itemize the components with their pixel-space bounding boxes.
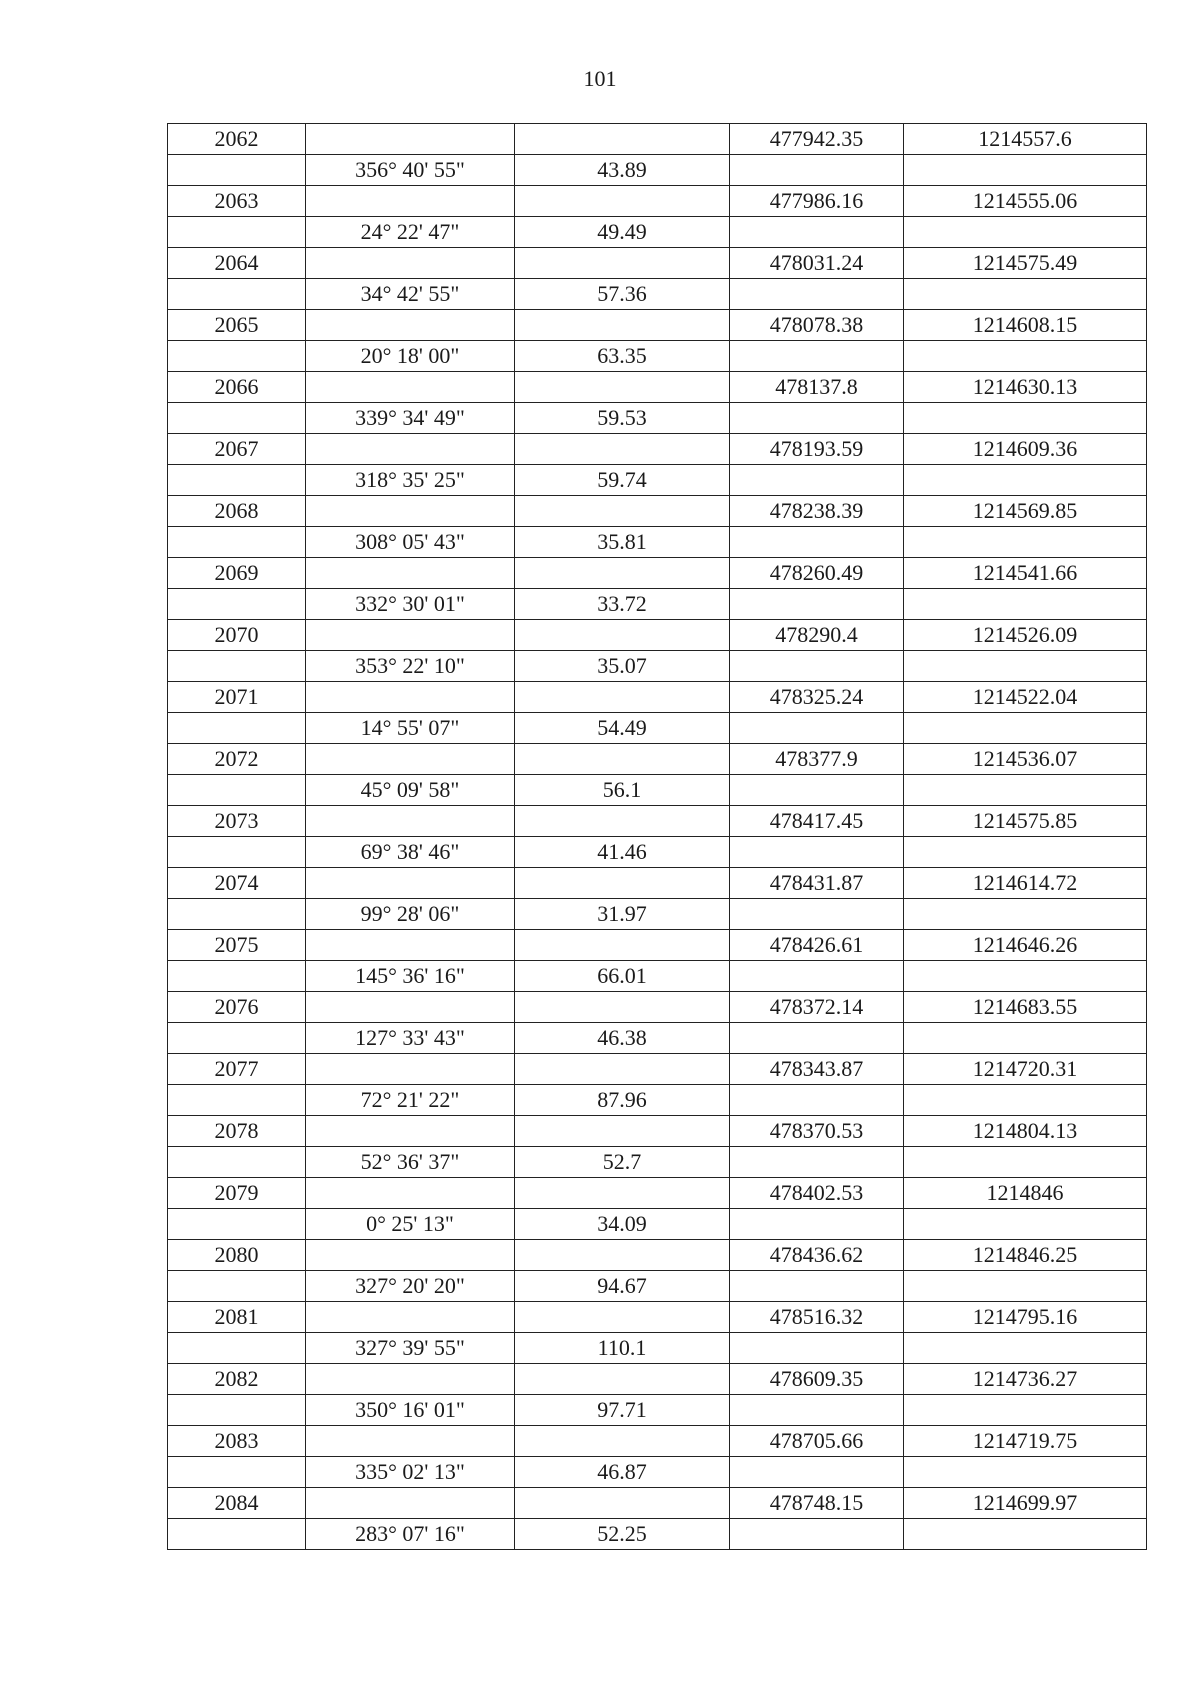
distance-cell: [515, 558, 730, 589]
distance-cell: [515, 372, 730, 403]
table-row: [168, 1023, 1147, 1054]
x-coordinate-cell: [730, 1519, 904, 1550]
point-id-cell: 2076: [168, 992, 306, 1023]
table-row: [168, 992, 1147, 1023]
bearing-cell: 34° 42' 55": [306, 279, 515, 310]
distance-cell: 33.72: [515, 589, 730, 620]
distance-cell: 94.67: [515, 1271, 730, 1302]
y-coordinate-cell: 1214846.25: [904, 1240, 1147, 1271]
bearing-cell: [306, 744, 515, 775]
table-row: [168, 806, 1147, 837]
x-coordinate-cell: [730, 403, 904, 434]
distance-cell: [515, 1240, 730, 1271]
bearing-cell: 24° 22' 47": [306, 217, 515, 248]
y-coordinate-cell: [904, 589, 1147, 620]
bearing-cell: 318° 35' 25": [306, 465, 515, 496]
x-coordinate-cell: 478078.38: [730, 310, 904, 341]
table-row: [168, 682, 1147, 713]
x-coordinate-cell: 477986.16: [730, 186, 904, 217]
table-row: [168, 899, 1147, 930]
x-coordinate-cell: 478609.35: [730, 1364, 904, 1395]
bearing-cell: [306, 682, 515, 713]
bearing-cell: [306, 620, 515, 651]
point-id-cell: 2075: [168, 930, 306, 961]
distance-cell: 110.1: [515, 1333, 730, 1364]
distance-cell: [515, 868, 730, 899]
table-row: [168, 434, 1147, 465]
table-row: [168, 248, 1147, 279]
point-id-cell: [168, 1457, 306, 1488]
table-row: [168, 186, 1147, 217]
table-row: [168, 1426, 1147, 1457]
distance-cell: [515, 186, 730, 217]
table-row: [168, 1395, 1147, 1426]
table-row: [168, 1147, 1147, 1178]
table-row: [168, 341, 1147, 372]
table-row: [168, 279, 1147, 310]
x-coordinate-cell: [730, 899, 904, 930]
bearing-cell: [306, 930, 515, 961]
point-id-cell: 2077: [168, 1054, 306, 1085]
table-row: [168, 713, 1147, 744]
table-row: [168, 1178, 1147, 1209]
point-id-cell: 2071: [168, 682, 306, 713]
bearing-cell: 308° 05' 43": [306, 527, 515, 558]
bearing-cell: [306, 310, 515, 341]
x-coordinate-cell: 478137.8: [730, 372, 904, 403]
distance-cell: [515, 992, 730, 1023]
point-id-cell: 2082: [168, 1364, 306, 1395]
point-id-cell: 2067: [168, 434, 306, 465]
y-coordinate-cell: [904, 713, 1147, 744]
bearing-cell: 283° 07' 16": [306, 1519, 515, 1550]
x-coordinate-cell: 478372.14: [730, 992, 904, 1023]
bearing-cell: [306, 1178, 515, 1209]
y-coordinate-cell: [904, 341, 1147, 372]
x-coordinate-cell: [730, 1209, 904, 1240]
y-coordinate-cell: 1214541.66: [904, 558, 1147, 589]
point-id-cell: 2065: [168, 310, 306, 341]
y-coordinate-cell: 1214575.85: [904, 806, 1147, 837]
point-id-cell: 2072: [168, 744, 306, 775]
point-id-cell: 2062: [168, 124, 306, 155]
distance-cell: 63.35: [515, 341, 730, 372]
bearing-cell: [306, 558, 515, 589]
point-id-cell: [168, 837, 306, 868]
bearing-cell: [306, 868, 515, 899]
point-id-cell: [168, 1147, 306, 1178]
table-row: [168, 651, 1147, 682]
bearing-cell: 20° 18' 00": [306, 341, 515, 372]
y-coordinate-cell: 1214557.6: [904, 124, 1147, 155]
point-id-cell: 2069: [168, 558, 306, 589]
distance-cell: 35.81: [515, 527, 730, 558]
y-coordinate-cell: [904, 899, 1147, 930]
distance-cell: [515, 248, 730, 279]
distance-cell: 59.53: [515, 403, 730, 434]
point-id-cell: [168, 465, 306, 496]
distance-cell: [515, 1302, 730, 1333]
point-id-cell: [168, 1271, 306, 1302]
y-coordinate-cell: [904, 1457, 1147, 1488]
x-coordinate-cell: [730, 1147, 904, 1178]
table-row: [168, 372, 1147, 403]
y-coordinate-cell: 1214630.13: [904, 372, 1147, 403]
y-coordinate-cell: [904, 961, 1147, 992]
bearing-cell: [306, 1426, 515, 1457]
point-id-cell: 2081: [168, 1302, 306, 1333]
y-coordinate-cell: 1214608.15: [904, 310, 1147, 341]
y-coordinate-cell: 1214536.07: [904, 744, 1147, 775]
y-coordinate-cell: [904, 217, 1147, 248]
table-row: [168, 1240, 1147, 1271]
distance-cell: 56.1: [515, 775, 730, 806]
distance-cell: 87.96: [515, 1085, 730, 1116]
distance-cell: [515, 806, 730, 837]
x-coordinate-cell: [730, 837, 904, 868]
bearing-cell: [306, 496, 515, 527]
page-number: 101: [583, 66, 617, 91]
point-id-cell: [168, 961, 306, 992]
x-coordinate-cell: [730, 465, 904, 496]
y-coordinate-cell: 1214719.75: [904, 1426, 1147, 1457]
distance-cell: 34.09: [515, 1209, 730, 1240]
bearing-cell: 99° 28' 06": [306, 899, 515, 930]
table-row: [168, 558, 1147, 589]
bearing-cell: [306, 806, 515, 837]
y-coordinate-cell: 1214846: [904, 1178, 1147, 1209]
table-row: [168, 403, 1147, 434]
y-coordinate-cell: [904, 527, 1147, 558]
x-coordinate-cell: 478325.24: [730, 682, 904, 713]
distance-cell: [515, 1116, 730, 1147]
x-coordinate-cell: [730, 279, 904, 310]
table-row: [168, 961, 1147, 992]
table-row: [168, 1271, 1147, 1302]
x-coordinate-cell: 478370.53: [730, 1116, 904, 1147]
point-id-cell: [168, 1023, 306, 1054]
point-id-cell: [168, 279, 306, 310]
x-coordinate-cell: [730, 1457, 904, 1488]
x-coordinate-cell: 478436.62: [730, 1240, 904, 1271]
y-coordinate-cell: 1214522.04: [904, 682, 1147, 713]
y-coordinate-cell: [904, 1333, 1147, 1364]
bearing-cell: [306, 1054, 515, 1085]
table-row: [168, 1488, 1147, 1519]
y-coordinate-cell: [904, 1023, 1147, 1054]
point-id-cell: 2084: [168, 1488, 306, 1519]
distance-cell: [515, 434, 730, 465]
y-coordinate-cell: 1214795.16: [904, 1302, 1147, 1333]
y-coordinate-cell: [904, 1147, 1147, 1178]
y-coordinate-cell: 1214609.36: [904, 434, 1147, 465]
x-coordinate-cell: 478031.24: [730, 248, 904, 279]
point-id-cell: [168, 527, 306, 558]
table-body: [168, 124, 1147, 1550]
point-id-cell: [168, 1333, 306, 1364]
table-row: [168, 1209, 1147, 1240]
point-id-cell: [168, 217, 306, 248]
x-coordinate-cell: 478705.66: [730, 1426, 904, 1457]
y-coordinate-cell: [904, 775, 1147, 806]
x-coordinate-cell: [730, 341, 904, 372]
distance-cell: [515, 1488, 730, 1519]
x-coordinate-cell: 478516.32: [730, 1302, 904, 1333]
point-id-cell: [168, 1395, 306, 1426]
x-coordinate-cell: 478748.15: [730, 1488, 904, 1519]
table-row: [168, 744, 1147, 775]
distance-cell: 35.07: [515, 651, 730, 682]
table-row: [168, 465, 1147, 496]
y-coordinate-cell: 1214526.09: [904, 620, 1147, 651]
point-id-cell: 2074: [168, 868, 306, 899]
bearing-cell: [306, 124, 515, 155]
bearing-cell: 45° 09' 58": [306, 775, 515, 806]
distance-cell: [515, 1426, 730, 1457]
bearing-cell: 339° 34' 49": [306, 403, 515, 434]
x-coordinate-cell: [730, 775, 904, 806]
x-coordinate-cell: [730, 651, 904, 682]
y-coordinate-cell: 1214736.27: [904, 1364, 1147, 1395]
point-id-cell: 2068: [168, 496, 306, 527]
distance-cell: 52.7: [515, 1147, 730, 1178]
table-row: [168, 775, 1147, 806]
distance-cell: [515, 1364, 730, 1395]
y-coordinate-cell: [904, 1085, 1147, 1116]
distance-cell: 46.87: [515, 1457, 730, 1488]
x-coordinate-cell: [730, 217, 904, 248]
point-id-cell: [168, 899, 306, 930]
table-row: [168, 1519, 1147, 1550]
bearing-cell: 145° 36' 16": [306, 961, 515, 992]
y-coordinate-cell: [904, 465, 1147, 496]
bearing-cell: 335° 02' 13": [306, 1457, 515, 1488]
y-coordinate-cell: 1214804.13: [904, 1116, 1147, 1147]
point-id-cell: [168, 651, 306, 682]
y-coordinate-cell: [904, 1271, 1147, 1302]
bearing-cell: 14° 55' 07": [306, 713, 515, 744]
bearing-cell: [306, 1488, 515, 1519]
bearing-cell: 356° 40' 55": [306, 155, 515, 186]
x-coordinate-cell: 478431.87: [730, 868, 904, 899]
bearing-cell: [306, 992, 515, 1023]
point-id-cell: [168, 1519, 306, 1550]
table-row: [168, 837, 1147, 868]
table-row: [168, 930, 1147, 961]
bearing-cell: 69° 38' 46": [306, 837, 515, 868]
bearing-cell: 0° 25' 13": [306, 1209, 515, 1240]
point-id-cell: 2080: [168, 1240, 306, 1271]
point-id-cell: [168, 1085, 306, 1116]
x-coordinate-cell: 478290.4: [730, 620, 904, 651]
x-coordinate-cell: [730, 1333, 904, 1364]
bearing-cell: 350° 16' 01": [306, 1395, 515, 1426]
point-id-cell: [168, 341, 306, 372]
distance-cell: [515, 1178, 730, 1209]
y-coordinate-cell: [904, 651, 1147, 682]
distance-cell: [515, 682, 730, 713]
table-row: [168, 1333, 1147, 1364]
point-id-cell: 2070: [168, 620, 306, 651]
distance-cell: 54.49: [515, 713, 730, 744]
distance-cell: [515, 744, 730, 775]
bearing-cell: 353° 22' 10": [306, 651, 515, 682]
point-id-cell: 2083: [168, 1426, 306, 1457]
table-row: [168, 1364, 1147, 1395]
bearing-cell: [306, 1240, 515, 1271]
bearing-cell: [306, 186, 515, 217]
bearing-cell: 332° 30' 01": [306, 589, 515, 620]
y-coordinate-cell: [904, 279, 1147, 310]
y-coordinate-cell: [904, 155, 1147, 186]
point-id-cell: 2066: [168, 372, 306, 403]
bearing-cell: [306, 248, 515, 279]
x-coordinate-cell: 478377.9: [730, 744, 904, 775]
distance-cell: [515, 310, 730, 341]
bearing-cell: 327° 39' 55": [306, 1333, 515, 1364]
bearing-cell: 327° 20' 20": [306, 1271, 515, 1302]
bearing-cell: 52° 36' 37": [306, 1147, 515, 1178]
y-coordinate-cell: [904, 1395, 1147, 1426]
table-row: [168, 868, 1147, 899]
x-coordinate-cell: [730, 1085, 904, 1116]
table-row: [168, 589, 1147, 620]
y-coordinate-cell: 1214569.85: [904, 496, 1147, 527]
x-coordinate-cell: 478426.61: [730, 930, 904, 961]
x-coordinate-cell: [730, 1023, 904, 1054]
y-coordinate-cell: 1214683.55: [904, 992, 1147, 1023]
bearing-cell: [306, 1116, 515, 1147]
x-coordinate-cell: [730, 1271, 904, 1302]
distance-cell: 43.89: [515, 155, 730, 186]
distance-cell: [515, 930, 730, 961]
distance-cell: [515, 620, 730, 651]
y-coordinate-cell: 1214555.06: [904, 186, 1147, 217]
x-coordinate-cell: 478193.59: [730, 434, 904, 465]
point-id-cell: 2063: [168, 186, 306, 217]
distance-cell: [515, 124, 730, 155]
y-coordinate-cell: [904, 1519, 1147, 1550]
x-coordinate-cell: 478343.87: [730, 1054, 904, 1085]
x-coordinate-cell: [730, 961, 904, 992]
x-coordinate-cell: 478260.49: [730, 558, 904, 589]
x-coordinate-cell: [730, 713, 904, 744]
point-id-cell: [168, 775, 306, 806]
distance-cell: 57.36: [515, 279, 730, 310]
distance-cell: 49.49: [515, 217, 730, 248]
table-row: [168, 527, 1147, 558]
bearing-cell: [306, 434, 515, 465]
distance-cell: 41.46: [515, 837, 730, 868]
table-row: [168, 496, 1147, 527]
point-id-cell: 2064: [168, 248, 306, 279]
table-row: [168, 124, 1147, 155]
point-id-cell: [168, 1209, 306, 1240]
point-id-cell: [168, 155, 306, 186]
y-coordinate-cell: 1214575.49: [904, 248, 1147, 279]
y-coordinate-cell: 1214614.72: [904, 868, 1147, 899]
table-row: [168, 1116, 1147, 1147]
point-id-cell: [168, 403, 306, 434]
distance-cell: [515, 1054, 730, 1085]
bearing-cell: 127° 33' 43": [306, 1023, 515, 1054]
distance-cell: 97.71: [515, 1395, 730, 1426]
x-coordinate-cell: 477942.35: [730, 124, 904, 155]
bearing-cell: 72° 21' 22": [306, 1085, 515, 1116]
distance-cell: 46.38: [515, 1023, 730, 1054]
point-id-cell: 2078: [168, 1116, 306, 1147]
x-coordinate-cell: 478238.39: [730, 496, 904, 527]
y-coordinate-cell: [904, 403, 1147, 434]
x-coordinate-cell: [730, 527, 904, 558]
distance-cell: 59.74: [515, 465, 730, 496]
distance-cell: 66.01: [515, 961, 730, 992]
bearing-cell: [306, 1302, 515, 1333]
y-coordinate-cell: 1214720.31: [904, 1054, 1147, 1085]
point-id-cell: 2073: [168, 806, 306, 837]
coordinates-table: [167, 123, 1147, 1550]
point-id-cell: [168, 713, 306, 744]
x-coordinate-cell: 478417.45: [730, 806, 904, 837]
x-coordinate-cell: 478402.53: [730, 1178, 904, 1209]
table-row: [168, 1457, 1147, 1488]
y-coordinate-cell: [904, 1209, 1147, 1240]
table-row: [168, 1054, 1147, 1085]
table-row: [168, 1302, 1147, 1333]
distance-cell: 52.25: [515, 1519, 730, 1550]
table-row: [168, 1085, 1147, 1116]
bearing-cell: [306, 1364, 515, 1395]
y-coordinate-cell: 1214646.26: [904, 930, 1147, 961]
point-id-cell: 2079: [168, 1178, 306, 1209]
y-coordinate-cell: [904, 837, 1147, 868]
point-id-cell: [168, 589, 306, 620]
table-row: [168, 310, 1147, 341]
x-coordinate-cell: [730, 1395, 904, 1426]
bearing-cell: [306, 372, 515, 403]
x-coordinate-cell: [730, 589, 904, 620]
x-coordinate-cell: [730, 155, 904, 186]
table-row: [168, 155, 1147, 186]
table-row: [168, 620, 1147, 651]
y-coordinate-cell: 1214699.97: [904, 1488, 1147, 1519]
distance-cell: 31.97: [515, 899, 730, 930]
distance-cell: [515, 496, 730, 527]
table-row: [168, 217, 1147, 248]
